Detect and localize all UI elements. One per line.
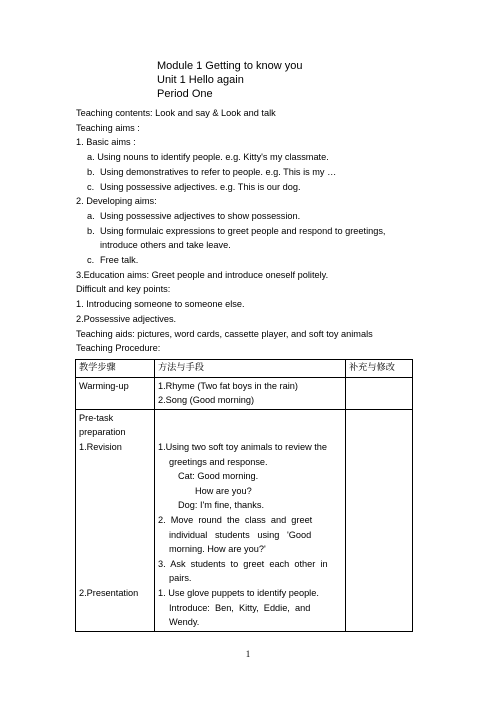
developing-aim-b-continued: introduce others and take leave.: [100, 240, 231, 251]
developing-aim-a: [76, 209, 426, 224]
method-line: How are you?: [195, 485, 252, 496]
table-row: [76, 409, 413, 631]
notes-cell: [346, 409, 413, 631]
method-cell: [155, 377, 346, 409]
basic-aim-c: [76, 180, 426, 195]
list-text: Free talk.: [100, 255, 139, 266]
step-label: Warming-up: [79, 380, 129, 391]
column-header-steps: 教学步骤: [76, 360, 155, 378]
page-number: 1: [245, 649, 251, 659]
module-title: Module 1 Getting to know you: [157, 60, 303, 72]
step-label: 1.Revision: [79, 441, 122, 452]
list-text: Using possessive adjectives. e.g. This is our dog.: [100, 181, 301, 192]
key-point-1: 1. Introducing someone to someone else.: [76, 299, 245, 310]
list-text: Using demonstratives to refer to people. e.g. This is my …: [100, 166, 337, 177]
key-points-heading: Difficult and key points:: [76, 284, 171, 295]
basic-aim-a: a. Using nouns to identify people. e.g. Kitty's my classmate.: [87, 152, 329, 163]
method-line: individual students using 'Good: [169, 529, 312, 540]
step-label: preparation: [79, 427, 126, 438]
unit-title: Unit 1 Hello again: [157, 74, 244, 86]
column-header-notes: 补充与修改: [346, 360, 413, 378]
method-line: Introduce: Ben, Kitty, Eddie, and: [169, 602, 311, 613]
method-line: Wendy.: [169, 617, 200, 628]
teaching-contents: Teaching contents: Look and say & Look and talk: [76, 108, 276, 118]
column-header-methods: 方法与手段: [155, 360, 346, 378]
notes-cell: [346, 377, 413, 409]
developing-aim-b: [76, 224, 426, 239]
lesson-plan-body: [76, 106, 426, 356]
list-marker: c.: [87, 181, 95, 192]
method-line: pairs.: [169, 573, 192, 584]
list-marker: a.: [87, 210, 95, 221]
teaching-procedure-heading: Teaching Procedure:: [76, 343, 161, 354]
table-header-row: [76, 360, 413, 378]
list-text: Using possessive adjectives to show possession.: [100, 210, 301, 221]
basic-aim-b: [76, 165, 426, 180]
method-line: greetings and response.: [169, 456, 268, 467]
list-marker: b.: [87, 166, 95, 177]
teaching-aids: Teaching aids: pictures, word cards, cassette player, and soft toy animals: [76, 328, 373, 339]
step-label: 2.Presentation: [79, 587, 139, 598]
key-point-2: 2.Possessive adjectives.: [76, 313, 177, 324]
method-line: 2. Move round the class and greet: [158, 514, 313, 525]
teaching-aims-heading: Teaching aims :: [76, 122, 140, 133]
developing-aims-heading: 2. Developing aims:: [76, 196, 157, 207]
method-line: 3. Ask students to greet each other in: [158, 558, 328, 569]
method-line: 1. Use glove puppets to identify people.: [158, 587, 319, 598]
table-row: [76, 377, 413, 409]
method-line: morning. How are you?': [169, 544, 266, 555]
method-line: 2.Song (Good morning): [158, 395, 255, 406]
developing-aim-c: [76, 253, 426, 268]
step-cell: [76, 409, 155, 631]
list-text: Using formulaic expressions to greet people and respond to greetings,: [100, 225, 386, 236]
method-line: Cat: Good morning.: [178, 471, 259, 482]
education-aims: 3.Education aims: Greet people and introduce oneself politely.: [76, 269, 329, 280]
list-marker: c.: [87, 255, 95, 266]
method-line: Dog: I'm fine, thanks.: [178, 500, 265, 511]
list-marker: b.: [87, 225, 95, 236]
method-cell: [155, 409, 346, 631]
method-line: 1.Using two soft toy animals to review the: [158, 441, 328, 452]
document-title: [157, 59, 303, 101]
period-title: Period One: [157, 88, 213, 100]
basic-aims-heading: 1. Basic aims :: [76, 137, 136, 148]
step-cell: [76, 377, 155, 409]
procedure-table: [75, 359, 413, 632]
step-label: Pre-task: [79, 412, 114, 423]
method-line: 1.Rhyme (Two fat boys in the rain): [158, 380, 298, 391]
